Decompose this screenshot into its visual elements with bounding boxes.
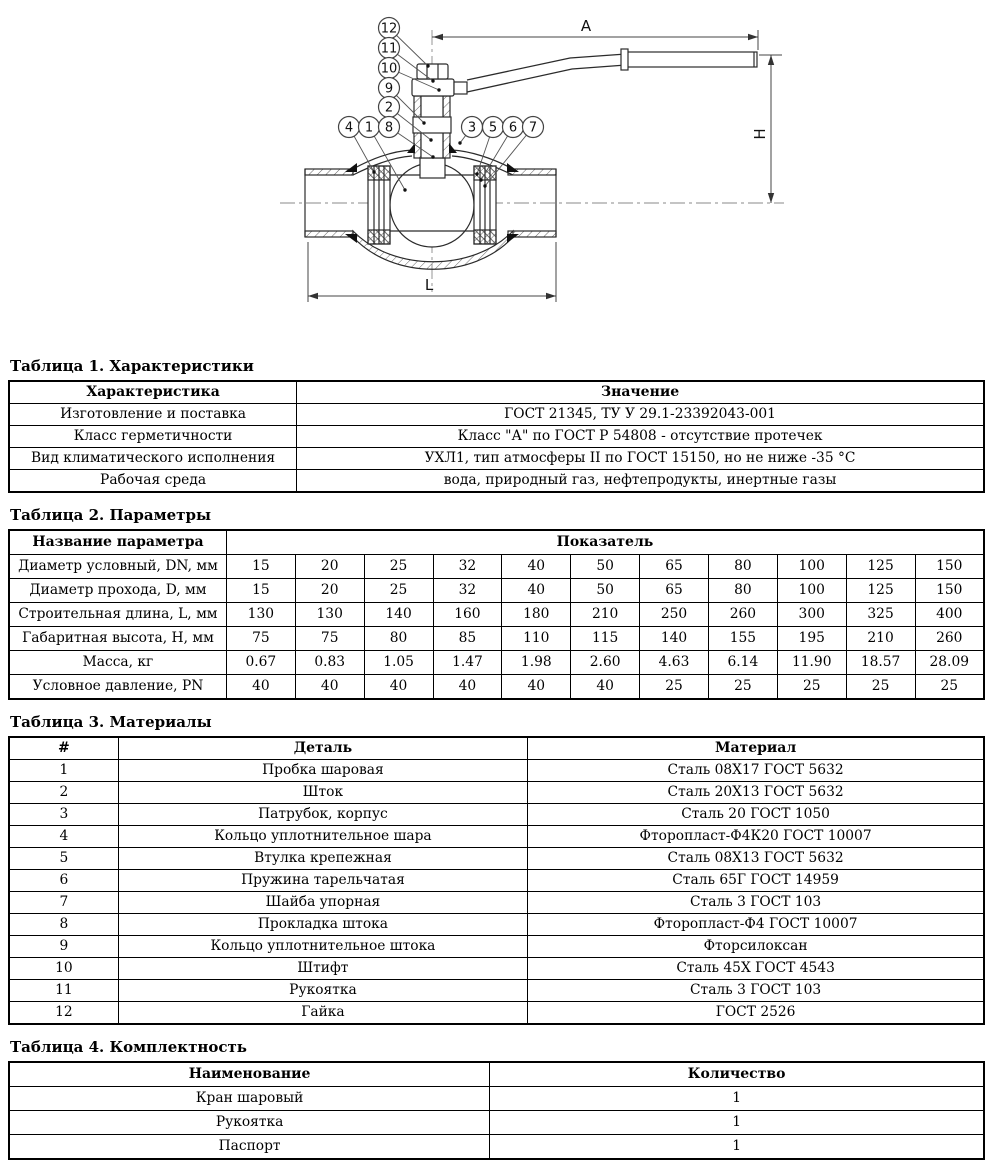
cell: 1.98 (502, 651, 571, 675)
cell: 3 (9, 804, 118, 826)
cell: Прокладка штока (118, 914, 528, 936)
cell: 210 (846, 627, 915, 651)
table-row (9, 651, 984, 675)
cell: 25 (708, 675, 777, 700)
cell: УХЛ1, тип атмосферы II по ГОСТ 15150, но не ниже -35 °С (297, 448, 984, 470)
cell: Сталь 65Г ГОСТ 14959 (528, 870, 984, 892)
column-header: Характеристика (9, 381, 297, 404)
callout-4: 4 (344, 120, 354, 136)
cell: Патрубок, корпус (118, 804, 528, 826)
cell: Пружина тарельчатая (118, 870, 528, 892)
cell: 40 (226, 675, 295, 700)
cell: 40 (502, 555, 571, 579)
cell: Строительная длина, L, мм (9, 603, 226, 627)
cell: 40 (502, 675, 571, 700)
cell: 15 (226, 555, 295, 579)
cell: 6 (9, 870, 118, 892)
cell: 300 (777, 603, 846, 627)
cell: 260 (915, 627, 984, 651)
cell: Шайба упорная (118, 892, 528, 914)
table-row (9, 980, 984, 1002)
header-row (9, 1062, 984, 1087)
callout-12: 12 (380, 21, 398, 37)
table-row (9, 1002, 984, 1025)
table-row (9, 958, 984, 980)
callout-6: 6 (508, 120, 518, 136)
cell: 155 (708, 627, 777, 651)
cell: 130 (226, 603, 295, 627)
cell: 25 (846, 675, 915, 700)
cell: 4.63 (640, 651, 709, 675)
cell: 260 (708, 603, 777, 627)
cell: 150 (915, 579, 984, 603)
table-title-parameters: Таблица 2. Параметры (10, 506, 211, 524)
cell: 1 (490, 1087, 984, 1111)
section-materials (8, 713, 985, 1025)
column-header: Показатель (226, 530, 984, 555)
header-row (9, 530, 984, 555)
cell: Условное давление, PN (9, 675, 226, 700)
cell: Класс герметичности (9, 426, 297, 448)
table-row (9, 404, 984, 426)
section-parameters (8, 506, 985, 700)
cell: 40 (502, 579, 571, 603)
table-row (9, 914, 984, 936)
cell: 80 (708, 555, 777, 579)
cell: 1 (490, 1111, 984, 1135)
callout-3: 3 (467, 120, 477, 136)
column-header: Материал (528, 737, 984, 760)
cell: 28.09 (915, 651, 984, 675)
cell: Диаметр прохода, D, мм (9, 579, 226, 603)
cell: Кольцо уплотнительное штока (118, 936, 528, 958)
cell: 100 (777, 579, 846, 603)
table-row (9, 470, 984, 493)
cell: Габаритная высота, H, мм (9, 627, 226, 651)
table-row (9, 448, 984, 470)
cell: Кольцо уплотнительное шара (118, 826, 528, 848)
cell: 2.60 (571, 651, 640, 675)
cell: Фторопласт-Ф4К20 ГОСТ 10007 (528, 826, 984, 848)
column-header: Значение (297, 381, 984, 404)
cell: 180 (502, 603, 571, 627)
cell: 40 (571, 675, 640, 700)
cell: Рабочая среда (9, 470, 297, 493)
cell: Сталь 3 ГОСТ 103 (528, 980, 984, 1002)
cell: ГОСТ 2526 (528, 1002, 984, 1025)
section-characteristics (8, 357, 985, 493)
column-header: # (9, 737, 118, 760)
cell: Класс "А" по ГОСТ Р 54808 - отсутствие протечек (297, 426, 984, 448)
cell: 12 (9, 1002, 118, 1025)
cell: 11.90 (777, 651, 846, 675)
valve-drawing-area (8, 0, 985, 344)
cell: 25 (915, 675, 984, 700)
table-title-materials: Таблица 3. Материалы (10, 713, 212, 731)
callout-2: 2 (384, 100, 394, 116)
cell: 8 (9, 914, 118, 936)
cell: Фторопласт-Ф4 ГОСТ 10007 (528, 914, 984, 936)
ball-valve-cross-section-drawing (8, 0, 991, 344)
callout-1: 1 (364, 120, 374, 136)
cell: 25 (640, 675, 709, 700)
cell: 65 (640, 555, 709, 579)
callout-7: 7 (528, 120, 538, 136)
cell: 65 (640, 579, 709, 603)
cell: 1.05 (364, 651, 433, 675)
cell: Шток (118, 782, 528, 804)
cell: 75 (295, 627, 364, 651)
table-row (9, 782, 984, 804)
section-completeness (8, 1038, 985, 1160)
cell: 20 (295, 579, 364, 603)
cell: 250 (640, 603, 709, 627)
cell: Диаметр условный, DN, мм (9, 555, 226, 579)
centerlines (280, 30, 784, 292)
cell: Изготовление и поставка (9, 404, 297, 426)
cell: Масса, кг (9, 651, 226, 675)
cell: 0.67 (226, 651, 295, 675)
column-header: Наименование (9, 1062, 490, 1087)
cell: 4 (9, 826, 118, 848)
cell: 100 (777, 555, 846, 579)
dim-label-l: L (424, 276, 434, 294)
cell: 9 (9, 936, 118, 958)
table-row (9, 426, 984, 448)
cell: Рукоятка (118, 980, 528, 1002)
valve-body-outline (305, 49, 757, 269)
cell: 25 (777, 675, 846, 700)
cell: Паспорт (9, 1135, 490, 1160)
table-completeness (8, 1061, 985, 1160)
table-row (9, 603, 984, 627)
cell: 11 (9, 980, 118, 1002)
table-row (9, 826, 984, 848)
table-row (9, 1111, 984, 1135)
cell: 140 (640, 627, 709, 651)
cell: Сталь 3 ГОСТ 103 (528, 892, 984, 914)
cell: 210 (571, 603, 640, 627)
cell: Сталь 20 ГОСТ 1050 (528, 804, 984, 826)
table-characteristics (8, 380, 985, 493)
cell: 6.14 (708, 651, 777, 675)
cell: 15 (226, 579, 295, 603)
table-row (9, 1087, 984, 1111)
column-header: Деталь (118, 737, 528, 760)
cell: 80 (364, 627, 433, 651)
cell: 32 (433, 555, 502, 579)
cell: 85 (433, 627, 502, 651)
table-materials (8, 736, 985, 1025)
cell: Сталь 08Х17 ГОСТ 5632 (528, 760, 984, 782)
table-row (9, 1135, 984, 1160)
dim-label-h: H (751, 128, 769, 140)
table-title-characteristics: Таблица 1. Характеристики (10, 357, 254, 375)
cell: 0.83 (295, 651, 364, 675)
cell: 40 (295, 675, 364, 700)
cell: 325 (846, 603, 915, 627)
cell: Сталь 45Х ГОСТ 4543 (528, 958, 984, 980)
cell: 125 (846, 555, 915, 579)
cell: Кран шаровый (9, 1087, 490, 1111)
cell: Сталь 20Х13 ГОСТ 5632 (528, 782, 984, 804)
cell: 10 (9, 958, 118, 980)
cell: 195 (777, 627, 846, 651)
cell: 150 (915, 555, 984, 579)
cell: 25 (364, 555, 433, 579)
header-row (9, 381, 984, 404)
cell: 40 (433, 675, 502, 700)
table-title-completeness: Таблица 4. Комплектность (10, 1038, 247, 1056)
cell: 50 (571, 579, 640, 603)
callout-11: 11 (380, 41, 398, 57)
table-row (9, 555, 984, 579)
cell: 140 (364, 603, 433, 627)
cell: 25 (364, 579, 433, 603)
cell: Пробка шаровая (118, 760, 528, 782)
cell: 80 (708, 579, 777, 603)
table-row (9, 870, 984, 892)
cell: 2 (9, 782, 118, 804)
cell: Втулка крепежная (118, 848, 528, 870)
table-row (9, 936, 984, 958)
cell: 130 (295, 603, 364, 627)
header-row (9, 737, 984, 760)
table-row (9, 892, 984, 914)
cell: 1.47 (433, 651, 502, 675)
cell: 110 (502, 627, 571, 651)
column-header: Количество (490, 1062, 984, 1087)
cell: 40 (364, 675, 433, 700)
table-row (9, 675, 984, 700)
table-row (9, 579, 984, 603)
callout-10: 10 (380, 61, 398, 77)
dim-label-a: A (580, 17, 592, 35)
column-header: Название параметра (9, 530, 226, 555)
cell: 125 (846, 579, 915, 603)
cell: 160 (433, 603, 502, 627)
cell: Рукоятка (9, 1111, 490, 1135)
callout-9: 9 (384, 81, 394, 97)
cell: Вид климатического исполнения (9, 448, 297, 470)
cell: 75 (226, 627, 295, 651)
cell: вода, природный газ, нефтепродукты, инертные газы (297, 470, 984, 493)
dimension-a (432, 30, 758, 50)
table-row (9, 804, 984, 826)
table-row (9, 627, 984, 651)
cell: 20 (295, 555, 364, 579)
cell: 50 (571, 555, 640, 579)
cell: 115 (571, 627, 640, 651)
table-row (9, 848, 984, 870)
cell: Штифт (118, 958, 528, 980)
cell: Фторсилоксан (528, 936, 984, 958)
table-parameters (8, 529, 985, 700)
cell: ГОСТ 21345, ТУ У 29.1-23392043-001 (297, 404, 984, 426)
cell: Гайка (118, 1002, 528, 1025)
callout-5: 5 (488, 120, 498, 136)
cell: 32 (433, 579, 502, 603)
cell: 18.57 (846, 651, 915, 675)
cell: Сталь 08Х13 ГОСТ 5632 (528, 848, 984, 870)
cell: 7 (9, 892, 118, 914)
table-row (9, 760, 984, 782)
callout-8: 8 (384, 120, 394, 136)
cell: 1 (490, 1135, 984, 1160)
cell: 400 (915, 603, 984, 627)
cell: 1 (9, 760, 118, 782)
cell: 5 (9, 848, 118, 870)
